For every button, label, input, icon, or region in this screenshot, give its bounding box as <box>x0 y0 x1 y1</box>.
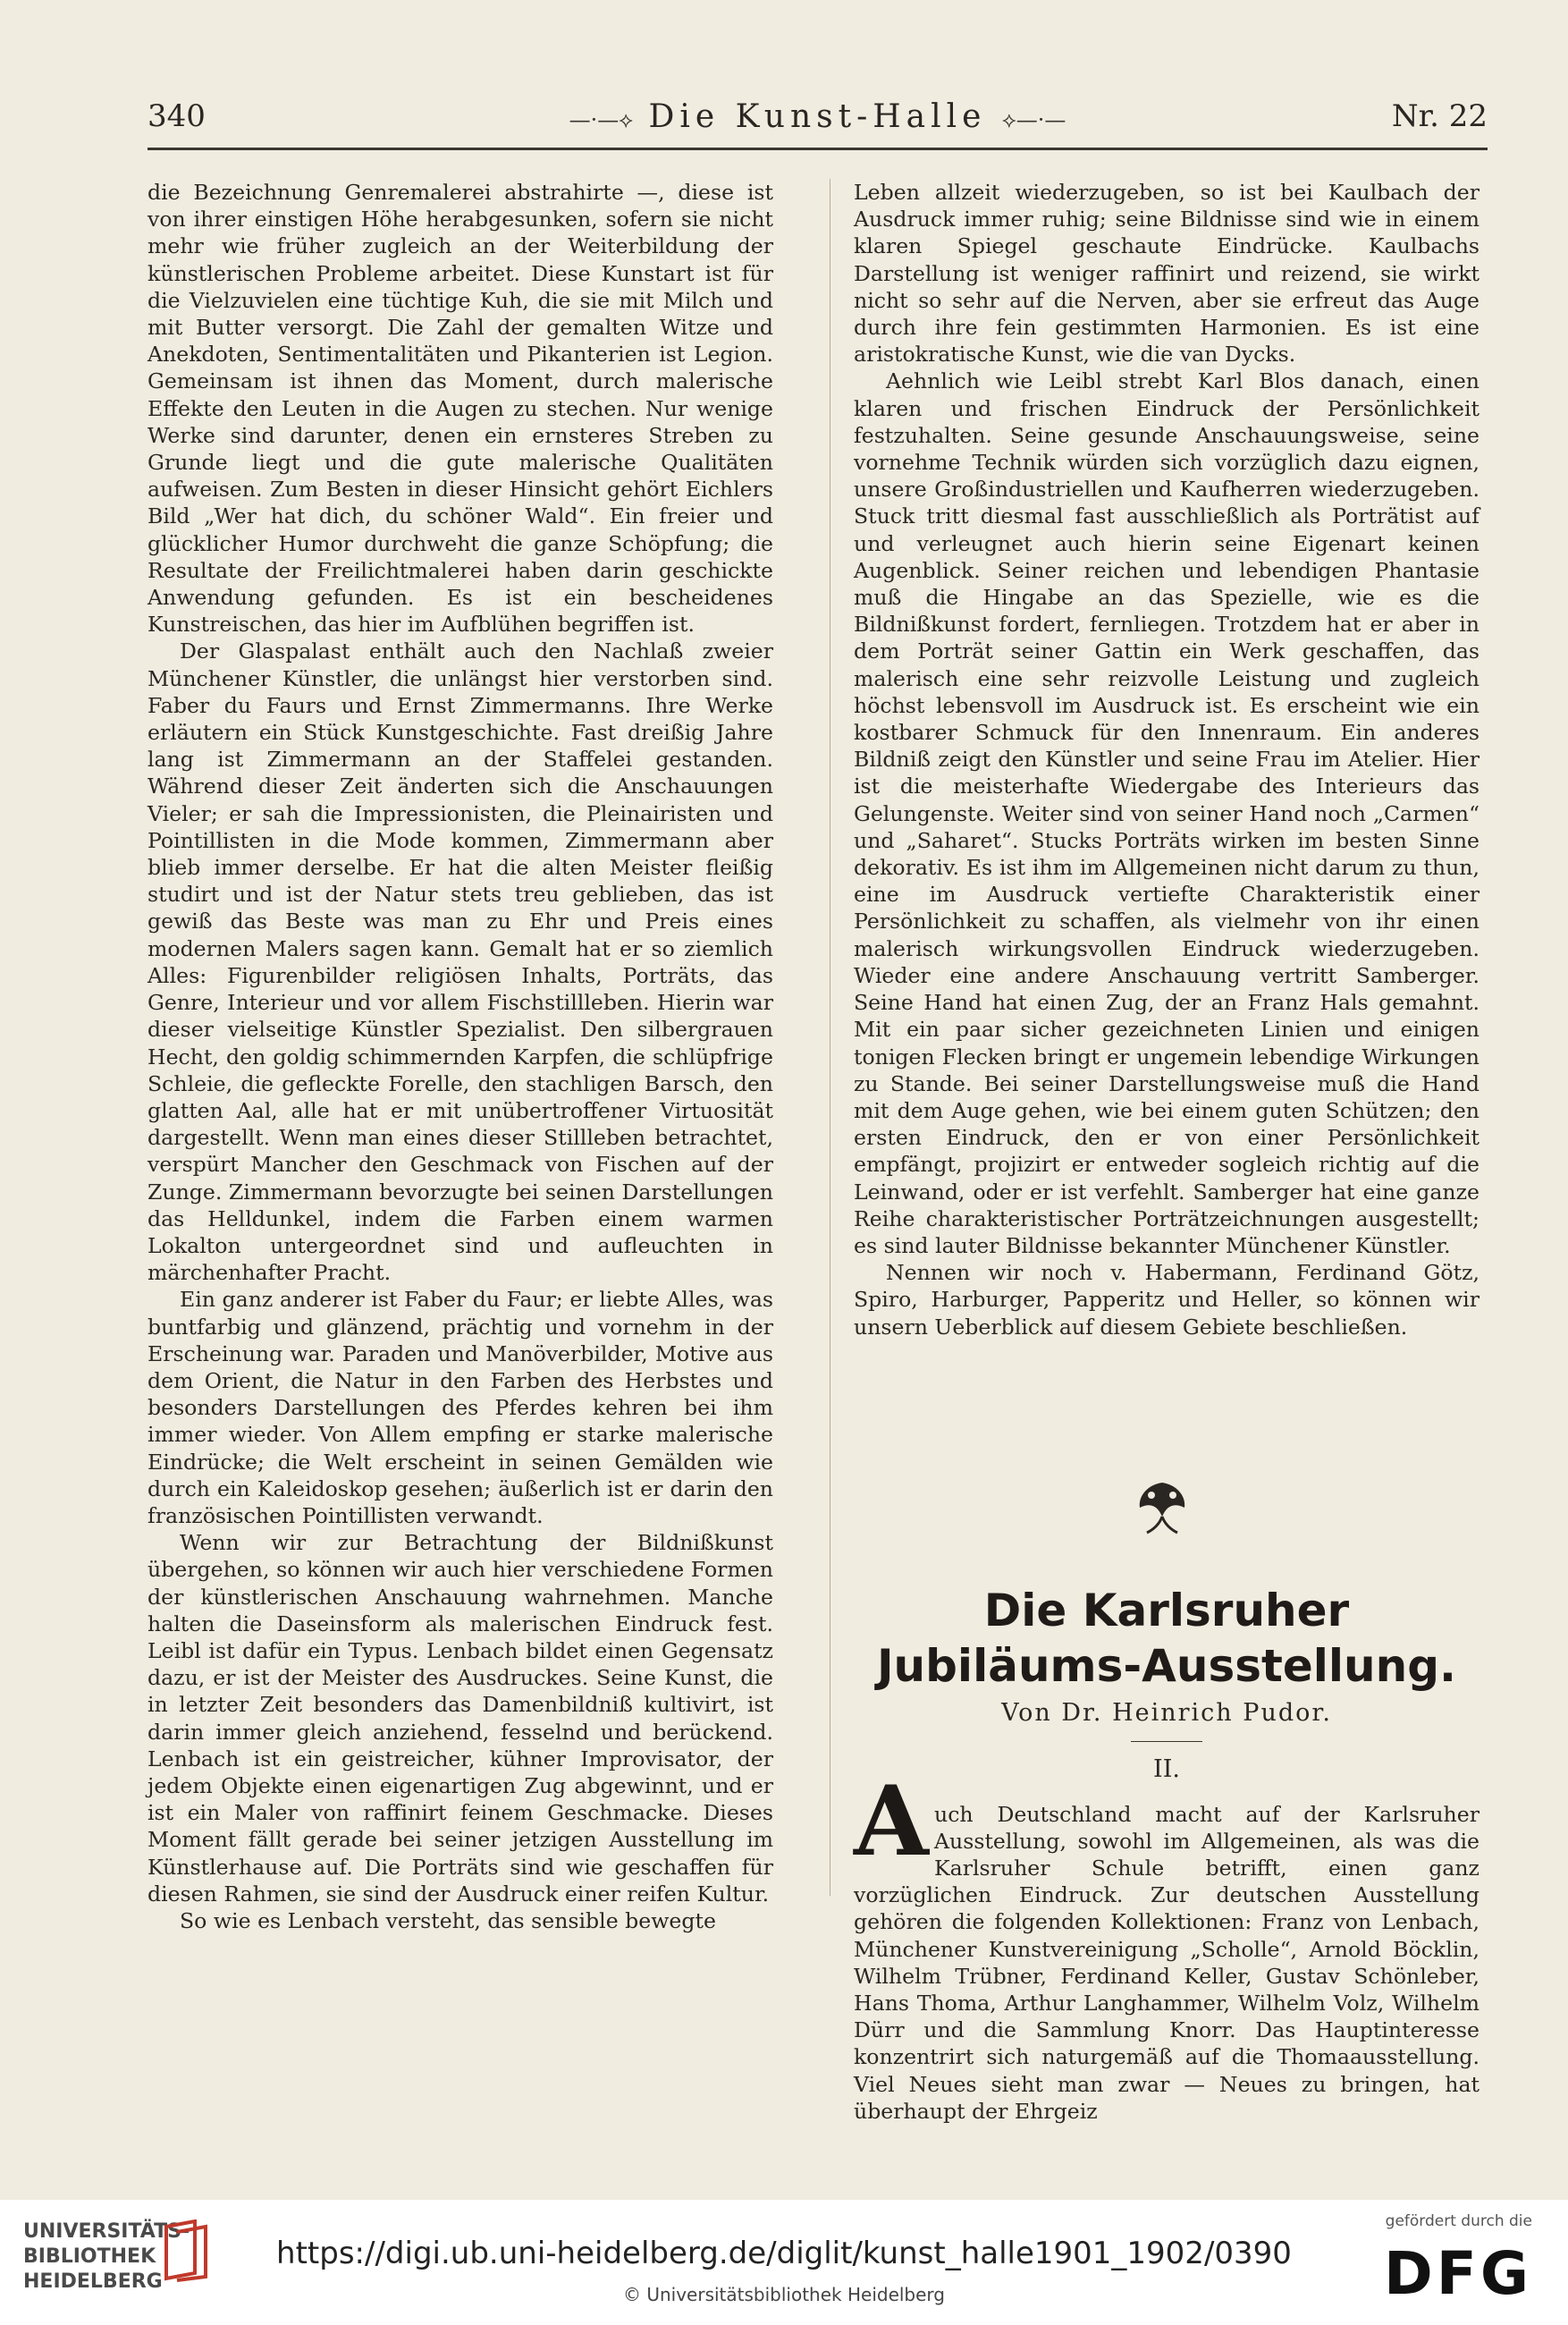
article-title: Die Karlsruher Jubiläums-Ausstellung. <box>876 1585 1457 1692</box>
library-line-1: UNIVERSITÄTS- <box>23 2220 190 2243</box>
ornament-left-icon: —·—⟡ <box>569 107 634 132</box>
left-paragraph-4: Wenn wir zur Betrachtung der Bildnißkunst übergehen, so können wir auch hier verschiedene Formen der künstlerischen Anschauung wahrnehmen. Manche halten die Daseinsform als malerischen Eindruck fest. Leibl ist dafür ein Typus. Lenbach bildet einen Gegensatz dazu, er ist der Meister des Ausdruckes. Seine Kunst, die in letzter Zeit besonders das Damenbildniß kultivirt, ist darin immer gleich anziehend, fesselnd und berückend. Lenbach ist ein geistreicher, kühner Improvisator, der jedem Objekte einen eigenartigen Zug abgewinnt, und er ist ein Maler von raffinirt feinem Geschmacke. Dieses Moment fällt gerade bei seiner jetzigen Ausstellung im Künstlerhause auf. Die Porträts sind wie geschaffen für diesen Rahmen, sie sind der Ausdruck einer reifen Kultur. <box>148 1530 773 1906</box>
article-byline: Von Dr. Heinrich Pudor. <box>1001 1699 1332 1727</box>
right-paragraph-1: Leben allzeit wiederzugeben, so ist bei Kaulbach der Ausdruck immer ruhig; seine Bildnisse sind wie in einem klaren Spiegel geschaute Eindrücke. Kaulbachs Darstellung ist weniger raffinirt und reizend, sie wirkt nicht so sehr auf die Nerven, aber sie erfreut das Auge durch ihre fein gestimmten Harmonien. Es ist eine aristokratische Kunst, wie die van Dycks. <box>854 180 1479 368</box>
page-number: 340 <box>148 98 206 134</box>
ornament-right-icon: ⟡—·— <box>1001 107 1066 132</box>
left-paragraph-1: die Bezeichnung Genremalerei abstrahirte —, diese ist von ihrer einstigen Höhe herabgesunken, sofern sie nicht mehr wie früher zugleich an der Weiterbildung der künstlerischen Probleme arbeitet. Diese Kunstart ist für die Vielzuvielen eine tüchtige Kuh, die sie mit Milch und mit Butter versorgt. Die Zahl der gemalten Witze und Anekdoten, Sentimentalitäten und Pikanterien ist Legion. Gemeinsam ist ihnen das Moment, durch malerische Effekte den Leuten in die Augen zu stechen. Nur wenige Werke sind darunter, denen ein ernsteres Streben zu Grunde liegt und die gute malerische Qualitäten aufweisen. Zum Besten in dieser Hinsicht gehört Eichlers Bild „Wer hat dich, du schöner Wald“. Ein freier und glücklicher Humor durchweht die ganze Schöpfung; die Resultate der Freilichtmalerei haben darin geschickte Anwendung gefunden. Es ist ein bescheidenes Kunstreischen, das hier im Aufblühen begriffen ist. <box>148 180 773 638</box>
right-paragraph-3: Nennen wir noch v. Habermann, Ferdinand Götz, Spiro, Harburger, Papperitz und Heller, so können wir unsern Ueberblick auf diesem Gebiete beschließen. <box>854 1260 1479 1340</box>
drop-cap: A <box>854 1765 929 1878</box>
right-paragraph-2: Aehnlich wie Leibl strebt Karl Blos danach, einen klaren und frischen Eindruck der Persönlichkeit festzuhalten. Seine gesunde Anschauungsweise, seine vornehme Technik würden sich vorzüglich dazu eignen, unsere Großindustriellen und Kaufherren wiederzugeben. Stuck tritt diesmal fast ausschließlich als Porträtist auf und verleugnet auch hierin seine Eigenart keinen Augenblick. Seiner reichen und lebendigen Phantasie muß die Hingabe an das Spezielle, wie es die Bildnißkunst fordert, fernliegen. Trotzdem hat er aber in dem Porträt seiner Gattin ein Werk geschaffen, das malerisch eine sehr reizvolle Leistung und zugleich höchst lebensvoll im Ausdruck ist. Es erscheint wie ein kostbarer Schmuck für den Innenraum. Ein anderes Bildniß zeigt den Künstler und seine Frau im Atelier. Hier ist die meisterhafte Wiedergabe des Interieurs das Gelungenste. Weiter sind von seiner Hand noch „Carmen“ und „Saharet“. Stucks Porträts wirken im besten Sinne dekorativ. Es ist ihm im Allgemeinen nicht darum zu thun, eine im Ausdruck vertiefte Charakteristik einer Persönlichkeit zu schaffen, als vielmehr von ihr einen malerisch wirkungsvollen Eindruck wiederzugeben. Wieder eine andere Anschauung vertritt Samberger. Seine Hand hat einen Zug, der an Franz Hals gemahnt. Mit ein paar sicher gezeichneten Linien und einigen tonigen Flecken bringt er ungemein lebendige Wirkungen zu Stande. Bei seiner Darstellungsweise muß die Hand mit dem Auge gehen, wie bei einem guten Schützen; den ersten Eindruck, den er von einer Persönlichkeit empfängt, projizirt er entweder sogleich richtig auf die Leinwand, oder er ist verfehlt. Samberger hat eine ganze Reihe charakteristischer Porträtzeichnungen ausgestellt; es sind lauter Bildnisse bekannter Münchener Künstler. <box>854 368 1479 1258</box>
running-title <box>148 98 1488 135</box>
library-line-2: BIBLIOTHEK <box>23 2245 156 2268</box>
page-header <box>148 98 1488 143</box>
issue-number: Nr. 22 <box>1391 98 1488 134</box>
dfg-logo: DFG <box>1383 2239 1532 2308</box>
left-paragraph-5: So wie es Lenbach versteht, das sensible bewegte <box>180 1908 716 1933</box>
funding-note: gefördert durch die <box>1385 2212 1532 2230</box>
left-paragraph-2: Der Glaspalast enthält auch den Nachlaß zweier Münchener Künstler, die unlängst hier verstorben sind. Faber du Faurs und Ernst Zimmermanns. Ihre Werke erläutern ein Stück Kunstgeschichte. Fast dreißig Jahre lang ist Zimmermann an der Staffelei gestanden. Während dieser Zeit änderten sich die Anschauungen Vieler; er sah die Impressionisten, die Pleinairisten und Pointillisten in die Mode kommen, Zimmermann aber blieb immer derselbe. Er hat die alten Meister fleißig studirt und ist der Natur stets treu geblieben, das ist gewiß das Beste was man zu Ehr und Preis eines modernen Malers sagen kann. Gemalt hat er so ziemlich Alles: Figurenbilder religiösen Inhalts, Porträts, das Genre, Interieur und vor allem Fischstillleben. Hierin war dieser vielseitige Künstler Spezialist. Den silbergrauen Hecht, den goldig schimmernden Karpfen, die schlüpfrige Schleie, die gefleckte Forelle, den stachligen Barsch, den glatten Aal, alle hat er mit unübertroffener Virtuosität dargestellt. Wenn man eines dieser Stillleben betrachtet, verspürt Mancher den Geschmack von Fischen auf der Zunge. Zimmermann bevorzugte bei seinen Darstellungen das Helldunkel, indem die Farben einem warmen Lokalton untergeordnet sind und aufleuchten in märchenhafter Pracht. <box>148 638 773 1286</box>
library-line-3: HEIDELBERG <box>23 2270 163 2293</box>
section-number: II. <box>1153 1755 1180 1783</box>
viewer-footer <box>0 2200 1568 2325</box>
left-column <box>148 179 773 1933</box>
source-url-link[interactable]: https://digi.ub.uni-heidelberg.de/diglit/kunst_halle1901_1902/0390 <box>276 2236 1292 2271</box>
left-paragraph-3: Ein ganz anderer ist Faber du Faur; er liebte Alles, was buntfarbig und glänzend, prächtig und vornehm in der Erscheinung war. Paraden und Manöverbilder, Motive aus dem Orient, die Natur in den Farben des Herbstes und besonders Darstellungen des Pferdes kehren bei ihm immer wieder. Von Allem empfing er starke malerische Eindrücke; die Welt erscheint in seinen Gemälden wie durch ein Kaleidoskop gesehen; äußerlich ist er darin den französischen Pointillisten verwandt. <box>148 1287 773 1528</box>
article-paragraph-1: uch Deutschland macht auf der Karlsruher Ausstellung, sowohl im Allgemeinen, als was die Karlsruher Schule betrifft, einen ganz vorzüglichen Eindruck. Zur deutschen Ausstellung gehören die folgenden Kollektionen: Franz von Lenbach, Münchener Kunstvereinigung „Scholle“, Arnold Böcklin, Wilhelm Trübner, Ferdinand Keller, Gustav Schönleber, Hans Thoma, Arthur Langhammer, Wilhelm Volz, Wilhelm Dürr und die Sammlung Knorr. Das Hauptinteresse konzentrirt sich naturgemäß auf die Thomaausstellung. Viel Neues sieht man zwar — Neues zu bringen, hat überhaupt der Ehrgeiz <box>854 1801 1479 2124</box>
right-column <box>854 179 1479 1340</box>
byline-rule <box>1131 1741 1202 1742</box>
leaf-ornament-icon <box>1122 1475 1202 1538</box>
header-rule <box>148 148 1488 150</box>
copyright-notice: © Universitätsbibliothek Heidelberg <box>622 2284 945 2305</box>
running-title-text: Die Kunst-Halle <box>648 98 987 135</box>
